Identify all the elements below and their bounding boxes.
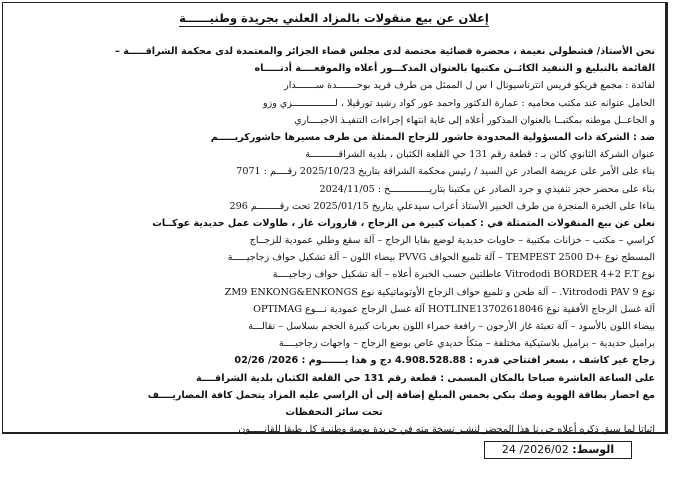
notice-line: مع احضار بطاقة الهوية وصك بنكي بخمس المبلغ إضافة إلى أن الراسي عليه المزاد يتحمل كافة المصاريــــف — [147, 389, 655, 401]
notice-title-text: إعلان عن بيع منقولات بالمزاد العلني بجريدة وطنيــــــة — [179, 11, 489, 25]
notice-line: القائمة بالتبليغ و التنفيذ الكائــن مكتبها بالعنوان المذكـــور أعلاه والموقعــــة أدنـــــاه — [254, 63, 655, 75]
notice-line: المسطح نوع +TEMPEST 2500 D – آلة تلميع الحواف PVVG بيضاء اللون – آلة تشكيل حواف زجاجيـــــة — [227, 252, 655, 264]
notice-line: نعلن عن بيع المنقولات المتمثلة في : كميات كبيرة من الزجاج ، قارورات غاز ، طاولات عمل حديدية عوكــات — [152, 217, 655, 229]
notice-frame — [2, 2, 668, 434]
notice-line: اثباتا لما سبق ذكره أعلاه حررنا هذا المحضر لنشـر نسخة منه في جريدة يومية وطنيـة كل طبقا للقانـــــون — [238, 424, 655, 436]
notice-line: نوع Vitrododi PAV 9. – آلة طحن و تلميع حواف الزجاج الأوتوماتيكية نوع ZM9 ENKONG&ENKONGS — [224, 286, 655, 298]
notice-line: كراسي – مكتب – خزانات مكتبية – حاويات حديدية لوضع بقايا الزجاج – آلة سقع وطلي عمودية للزجــاج — [249, 235, 655, 247]
notice-line: على الساعة العاشرة صباحا بالمكان المسمى : قطعة رقم 131 حي القلعة الكثبان بلدية الشراقــــة — [196, 372, 655, 384]
notice-title — [3, 11, 665, 25]
notice-line: و الجاعــل موطنه بمكتبــا بالعنوان المذكور أعلاه إلى غاية انتهاء إجراءات التنفيـذ الاجبــــاري — [294, 114, 655, 126]
notice-line: زجاج غير كاشف ، بسعر افتتاحي قدره : 4.908.528.88 دج و هذا يـــــــوم : 2026/ 02/26 — [234, 355, 655, 367]
notice-line: بناء على الأمر على عريضة الصادر عن السيد / رئيس محكمة الشراقة بتاريخ 2025/10/23 رقــــم : 7071 — [236, 166, 655, 178]
notice-line: نوع Vitrododi BORDER 4+2 F.T عاطلتين حسب الخبرة أعلاه – آلة تشكيل حواف زجاجيــــة — [272, 269, 655, 281]
notice-line: براميل حديدية – براميل بلاستيكية مختلفة – متكأ حديدي عاص بوضع الزجاج – واجهات زجاجيــــة — [278, 338, 655, 350]
publication-date: 2026/02/ 24 — [501, 443, 569, 456]
notice-line: تحت سائر التحفظات — [285, 406, 383, 418]
notice-line: عنوان الشركة الثانوي كائن بـ : قطعة رقم 131 حي القلعة الكثبان ، بلدية الشراقــــــــــة — [305, 149, 655, 161]
notice-line: نحن الأستاذ/ قشطولي نعيمة ، محضرة قضائية مختصة لدى مجلس قضاء الجزائر والمعتمدة لدى محكمة الشراقـــــة – — [115, 46, 655, 57]
newspaper-date-box — [484, 441, 632, 459]
notice-line: آلة غسل الزجاج الأفقية نوع HOTLINE13702618046 آلة غسل الزجاج عمودية نـــوع OPTIMAG — [253, 303, 655, 315]
notice-line: بناءا على الخبرة المنجزة من طرف الخبير الأستاذ أعراب سيدعلي بتاريخ 2025/01/15 تحت رقــــــــم 296 — [229, 200, 655, 212]
notice-line: لفائدة : مجمع فريكو فريس انترناسيونال ا س ل الممثل من طرف فريد بوحـــــــدة ســـــــدار — [284, 80, 655, 92]
notice-line: بيضاء اللون بالأسود – آلة تعبئة غاز الأرجون – رافعة حمراء اللون بعربات كبيرة الحجم بسلاسل – نقالـــة — [248, 321, 655, 332]
notice-line: بناء على محضر حجز تنفيذي و جرد الصادر عن مكتبنا بتاريــــــــــــــخ : 2024/11/05 — [319, 183, 655, 195]
newspaper-label: الوسط: — [572, 443, 615, 456]
notice-line: الحامل عنوانه عند مكتب محاميه : عمارة الدكتور واحمد عور كواد رشيد تورقيلا ، لـــــــــــــــزي وزو — [262, 97, 655, 109]
notice-body — [13, 43, 655, 438]
notice-line: ضد : الشركة ذات المسؤولية المحدودة حاشور للزجاج الممثلة من طرف مسيرها حاشوركريـــــم — [210, 131, 655, 143]
